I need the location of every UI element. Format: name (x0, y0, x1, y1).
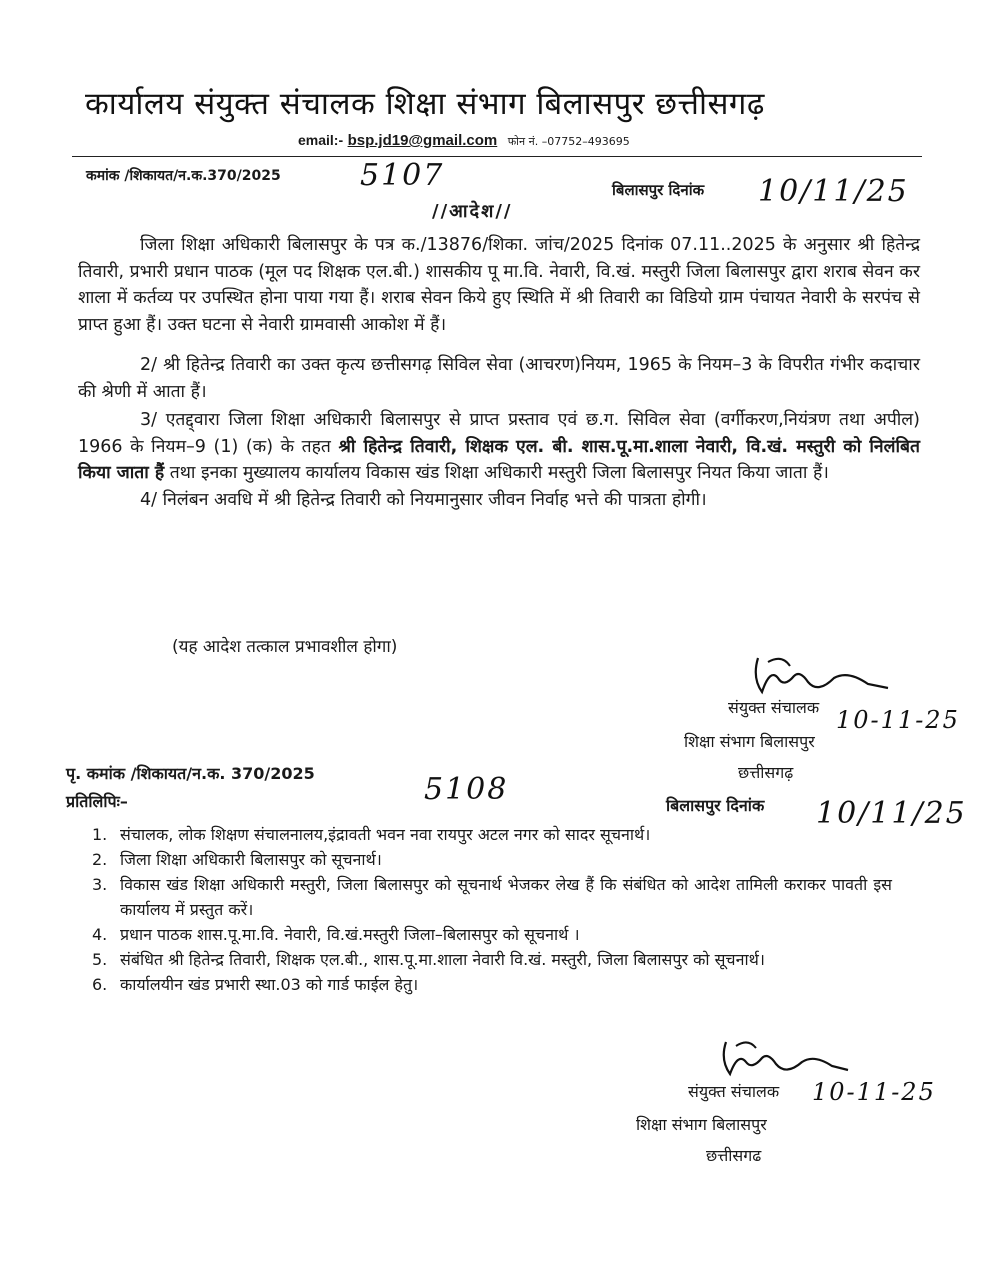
paragraph-2-text: 2/ श्री हितेन्द्र तिवारी का उक्त कृत्य छत्तीसगढ़ सिविल सेवा (आचरण)नियम, 1965 के नियम–3 के विपरीत गंभीर कदाचार की श्रेणी में आता हैं। (78, 355, 920, 402)
handwritten-copy-number: 5108 (424, 772, 509, 807)
office-title: कार्यालय संयुक्त संचालक शिक्षा संभाग बिलासपुर छत्तीसगढ़ (85, 86, 765, 122)
order-body (78, 232, 920, 513)
email-label: email:- (298, 132, 344, 148)
paragraph-4 (78, 487, 920, 514)
paragraph-3-text-a: 3/ एतद्द्वारा जिला शिक्षा अधिकारी बिलासपुर से प्राप्त प्रस्ताव एवं छ.ग. सिविल सेवा (वर्गीकरण,नियंत्रण तथा अपील) 1966 के नियम–9 (1) (क) के तहत (78, 410, 920, 457)
list-item: 2. जिला शिक्षा अधिकारी बिलासपुर को सूचनार्थ। (92, 850, 382, 869)
phone-number: फोन नं. –07752–493695 (507, 135, 630, 148)
list-item: 6. कार्यालयीन खंड प्रभारी स्था.03 को गार्ड फाईल हेतु। (92, 975, 419, 994)
copy-order-number: पृ. कमांक /शिकायत/न.क. 370/2025 (66, 764, 315, 783)
signature-2-office: शिक्षा संभाग बिलासपुर (636, 1115, 767, 1134)
effect-note: (यह आदेश तत्काल प्रभावशील होगा) (172, 637, 398, 657)
signature-2-title: संयुक्त संचालक (688, 1082, 780, 1101)
order-number: कमांक /शिकायत/न.क.370/2025 (86, 168, 281, 184)
list-item: 3. विकास खंड शिक्षा अधिकारी मस्तुरी, जिला बिलासपुर को सूचनार्थ भेजकर लेख हैं कि संबंधित को आदेश तामिली कराकर पावती इस कार्यालय में प्रस्तुत करें। (92, 875, 892, 919)
paragraph-3-bold: श्री हितेन्द्र तिवारी, शिक्षक एल. बी. शास.पू.मा.शाला नेवारी, वि.खं. मस्तुरी को निलंबित किया जाता हैं (78, 436, 920, 483)
signature-1-date: 10-11-25 (836, 706, 960, 734)
signature-1-state: छत्तीसगढ़ (738, 763, 794, 782)
signature-2-state: छत्तीसगढ (706, 1146, 762, 1165)
paragraph-3-text-b: तथा इनका मुख्यालय कार्यालय विकास खंड शिक्षा अधिकारी मस्तुरी जिला बिलासपुर नियत किया जाता हैं। (169, 463, 829, 483)
paragraph-4-text: 4/ निलंबन अवधि में श्री हितेन्द्र तिवारी को नियमानुसार जीवन निर्वाह भत्ते की पात्रता होगी। (140, 489, 707, 510)
order-heading: //आदेश// (432, 201, 513, 222)
copy-date-label: बिलासपुर दिनांक (666, 796, 765, 815)
paragraph-1-text: जिला शिक्षा अधिकारी बिलासपुर के पत्र क./13876/शिका. जांच/2025 दिनांक 07.11..2025 के अनुसार श्री हितेन्द्र तिवारी, प्रभारी प्रधान पाठक (मूल पद शिक्षक एल.बी.) शासकीय पू मा.वि. नेवारी, वि.खं. मस्तुरी जिला बिलासपुर द्वारा शराब सेवन कर शाला में कर्तव्य पर उपस्थित होना पाया गया हैं। शराब सेवन किये हुए स्थिति में श्री तिवारी का विडियो ग्राम पंचायत नेवारी के सरपंच से प्राप्त हुआ हैं। उक्त घटना से नेवारी ग्रामवासी आकोश में हैं। (78, 235, 920, 335)
copy-label: प्रतिलिपिः– (66, 792, 128, 811)
list-item: 4. प्रधान पाठक शास.पू.मा.वि. नेवारी, वि.खं.मस्तुरी जिला–बिलासपुर को सूचनार्थ । (92, 925, 580, 944)
handwritten-order-date: 10/11/25 (758, 174, 909, 209)
handwritten-copy-date: 10/11/25 (816, 796, 967, 831)
copy-list (92, 822, 892, 997)
paragraph-2 (78, 352, 920, 405)
paragraph-1 (78, 232, 920, 338)
handwritten-order-number: 5107 (360, 158, 445, 193)
signature-1-title: संयुक्त संचालक (728, 698, 820, 717)
paragraph-3 (78, 407, 920, 487)
signature-2-date: 10-11-25 (812, 1078, 936, 1106)
list-item: 5. संबंधित श्री हितेन्द्र तिवारी, शिक्षक एल.बी., शास.पू.मा.शाला नेवारी वि.खं. मस्तुरी, जिला बिलासपुर को सूचनार्थ। (92, 950, 765, 969)
email-address: bsp.jd19@gmail.com (347, 132, 498, 149)
list-item: 1. संचालक, लोक शिक्षण संचालनालय,इंद्रावती भवन नवा रायपुर अटल नगर को सादर सूचनार्थ। (92, 825, 651, 844)
contact-line (298, 132, 630, 149)
signature-1-office: शिक्षा संभाग बिलासपुर (684, 732, 815, 751)
header-divider (72, 156, 922, 157)
order-date-label: बिलासपुर दिनांक (612, 181, 705, 199)
